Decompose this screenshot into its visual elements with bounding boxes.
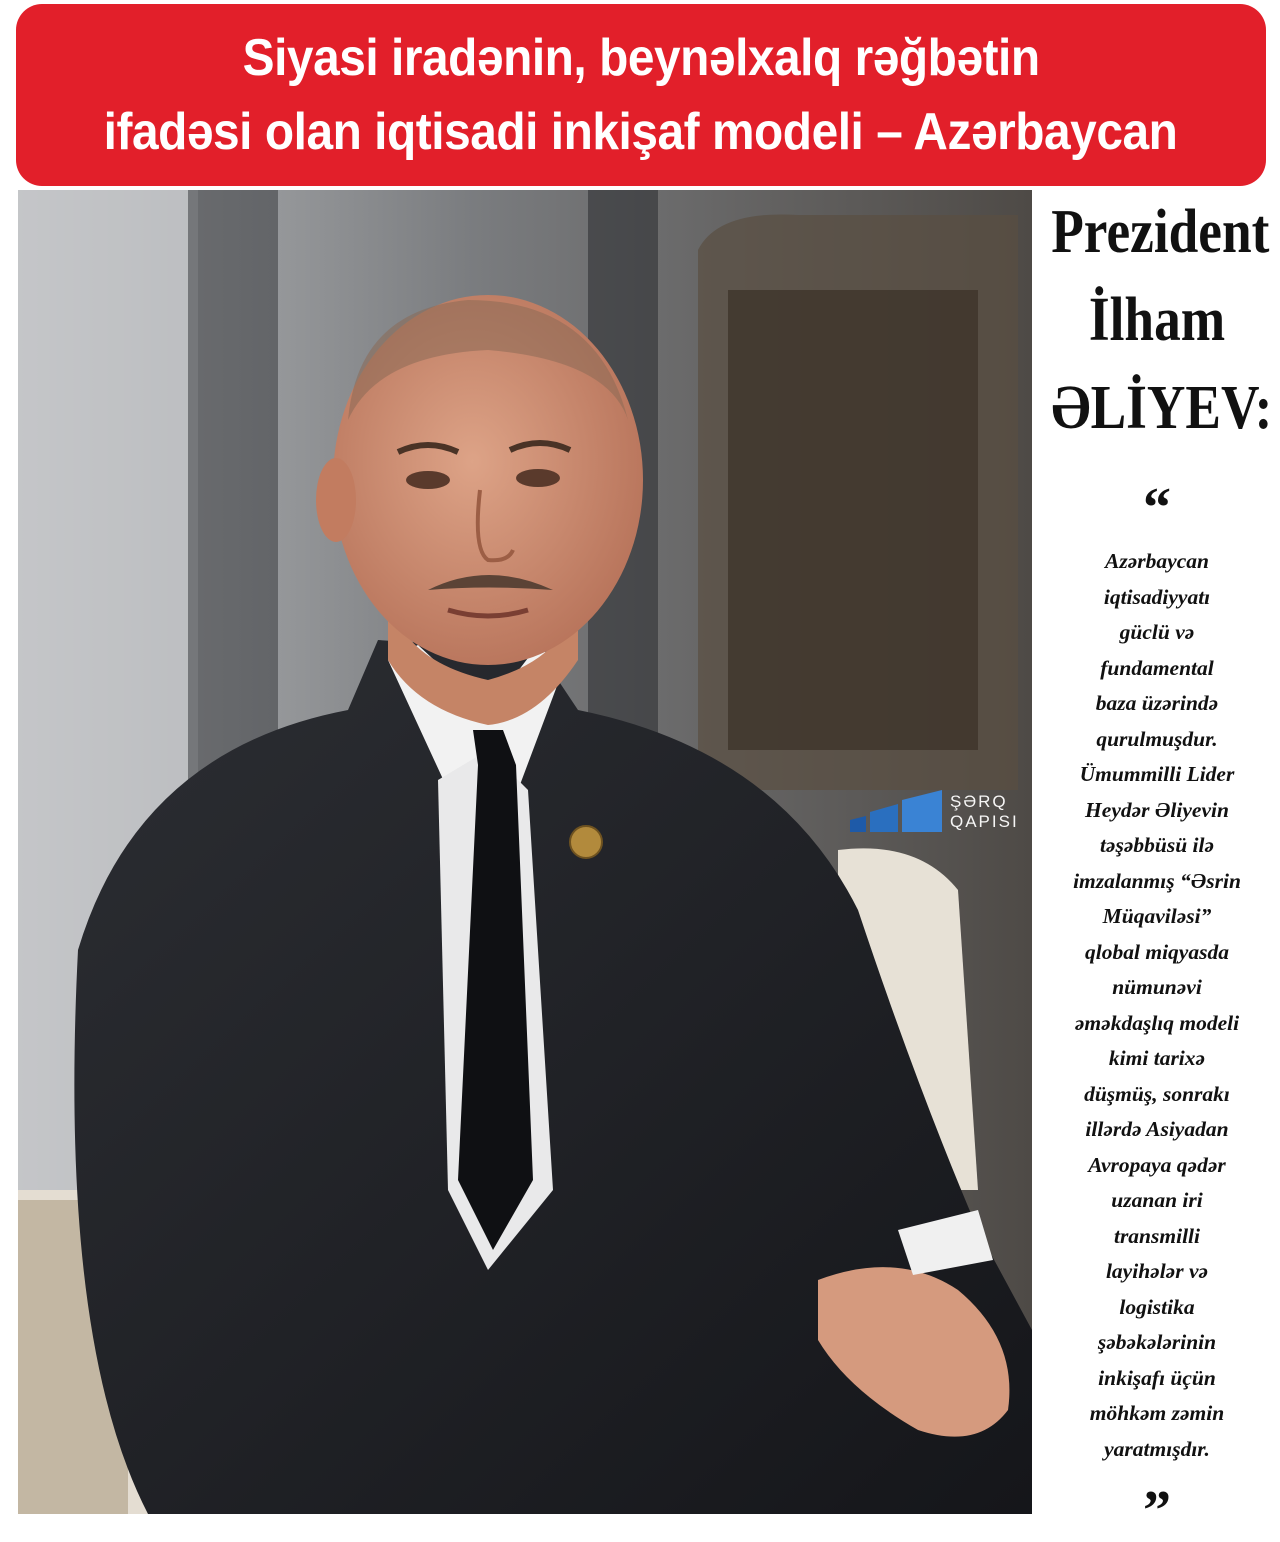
quote-line: Avropaya qədər (1088, 1152, 1226, 1177)
eye-left (406, 471, 450, 489)
close-quote-icon: ” (1143, 1480, 1171, 1542)
quote-line: imzalanmış “Əsrin (1073, 868, 1241, 893)
quote-line: uzanan iri (1111, 1188, 1203, 1212)
quote-line: transmilli (1113, 1223, 1201, 1248)
quote-line: kimi tarixə (1108, 1046, 1206, 1070)
lapel-pin (570, 826, 602, 858)
quote-line: təşəbbüsü ilə (1099, 833, 1215, 857)
quote-line: qurulmuşdur. (1096, 726, 1218, 751)
headline-line-1: Siyasi iradənin, beynəlxalq rəğbətin (242, 29, 1040, 87)
watermark-logo (848, 790, 1019, 834)
quote-text (1034, 544, 1280, 1467)
quote-line: Heydər Əliyevin (1085, 797, 1229, 822)
speaker-first-name: İlham (1088, 286, 1226, 354)
speaker-title: Prezident (1051, 198, 1270, 266)
quote-line: qlobal miqyasda (1085, 939, 1229, 964)
doorway (728, 290, 978, 750)
open-quote-icon: “ (1143, 477, 1171, 539)
quote-line: Azərbaycan (1105, 549, 1209, 573)
watermark-bars-icon (848, 790, 944, 834)
quote-line: yaratmışdır. (1104, 1436, 1210, 1461)
quote-line: layihələr və (1105, 1259, 1209, 1283)
speaker-last-name: ƏLİYEV: (1051, 374, 1273, 442)
portrait-illustration (18, 190, 1032, 1514)
quote-line: əməkdaşlıq modeli (1074, 1010, 1240, 1035)
watermark-line-2: QAPISI (950, 812, 1019, 831)
quote-line: illərdə Asiyadan (1085, 1117, 1229, 1141)
quote-line: inkişafı üçün (1098, 1365, 1216, 1390)
eye-right (516, 469, 560, 487)
headline-banner (16, 4, 1266, 186)
quote-line: Müqaviləsi” (1102, 904, 1212, 928)
quote-line: möhkəm zəmin (1089, 1401, 1225, 1425)
quote-line: logistika (1119, 1294, 1195, 1319)
quote-line: güclü və (1119, 620, 1195, 644)
quote-line: fundamental (1100, 655, 1214, 680)
portrait-photo (18, 190, 1032, 1514)
quote-line: iqtisadiyyatı (1103, 584, 1211, 609)
quote-line: şəbəkələrinin (1097, 1330, 1217, 1354)
ear (316, 458, 356, 542)
watermark-line-1: ŞƏRQ (950, 792, 1008, 811)
quote-line: baza üzərində (1095, 691, 1219, 715)
quote-sidebar (1034, 190, 1280, 1542)
quote-line: nümunəvi (1112, 975, 1202, 999)
quote-line: Ümummilli Lider (1079, 762, 1235, 786)
headline-line-2: ifadəsi olan iqtisadi inkişaf modeli – Azərbaycan (104, 103, 1178, 161)
quote-line: düşmüş, sonrakı (1084, 1081, 1230, 1106)
